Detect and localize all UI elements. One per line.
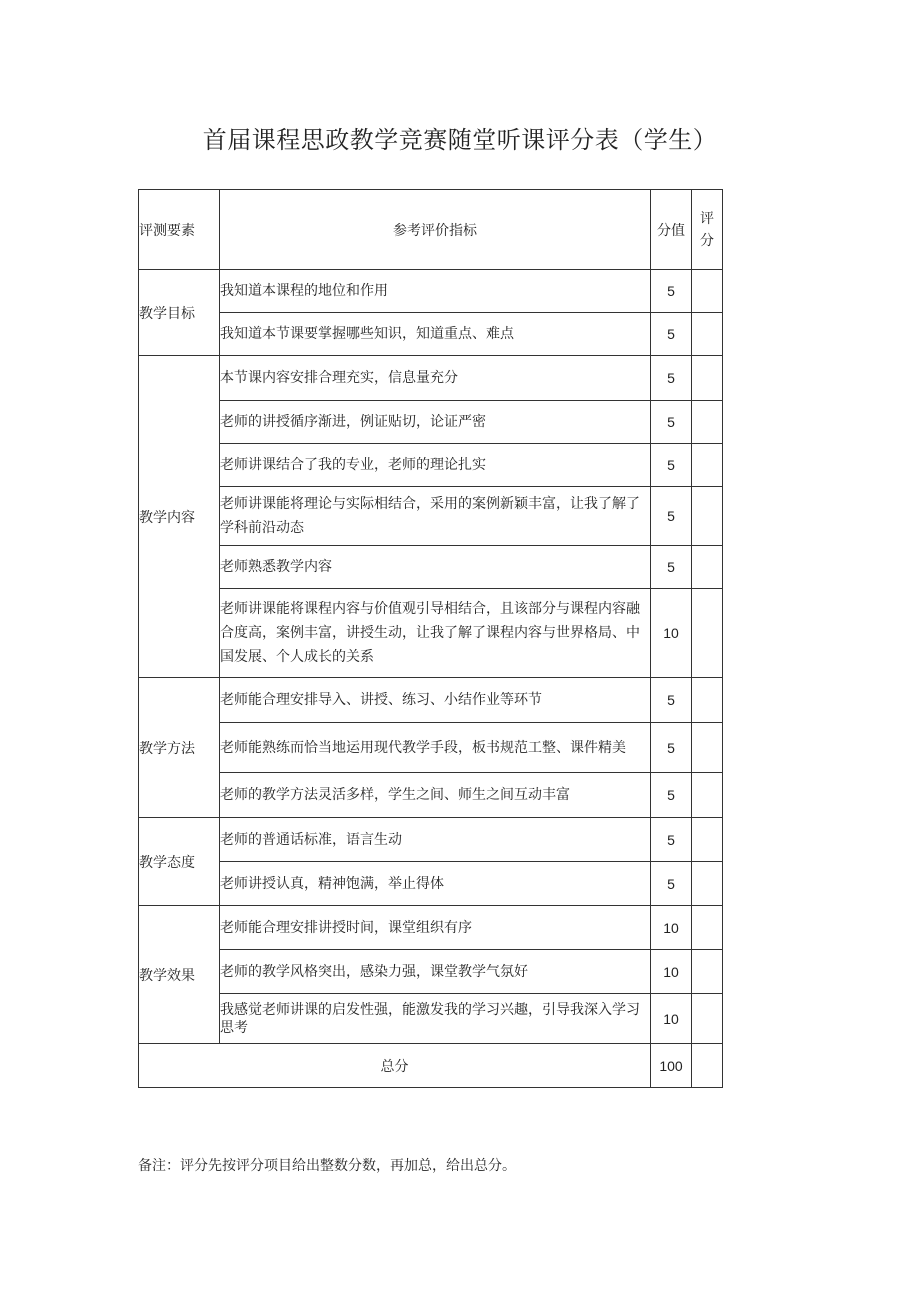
value-cell: 5 [651, 487, 692, 546]
score-input-cell[interactable] [692, 589, 723, 678]
value-cell: 5 [651, 444, 692, 487]
value-cell: 5 [651, 356, 692, 401]
total-label: 总分 [139, 1044, 651, 1088]
evaluation-table [138, 189, 723, 1088]
score-input-cell[interactable] [692, 678, 723, 723]
table-row [139, 401, 723, 444]
score-input-cell[interactable] [692, 773, 723, 818]
page-title: 首届课程思政教学竞赛随堂听课评分表（学生） [202, 126, 718, 154]
value-cell: 10 [651, 950, 692, 994]
score-input-cell[interactable] [692, 950, 723, 994]
table-row [139, 546, 723, 589]
header-indicator: 参考评价指标 [220, 190, 651, 270]
category-cell: 教学效果 [139, 906, 220, 1044]
table-row [139, 862, 723, 906]
score-input-cell[interactable] [692, 487, 723, 546]
table-row [139, 270, 723, 313]
value-cell: 10 [651, 906, 692, 950]
header-row [139, 190, 723, 270]
indicator-cell: 老师讲授认真，精神饱满，举止得体 [220, 862, 651, 906]
table-row [139, 723, 723, 773]
indicator-cell: 我感觉老师讲课的启发性强，能激发我的学习兴趣，引导我深入学习思考 [220, 994, 651, 1044]
footnote: 备注：评分先按评分项目给出整数分数，再加总，给出总分。 [138, 1158, 516, 1174]
header-score-line1: 评 [700, 210, 714, 227]
score-input-cell[interactable] [692, 270, 723, 313]
total-score-input-cell[interactable] [692, 1044, 723, 1088]
category-cell: 教学目标 [139, 270, 220, 356]
table-row [139, 487, 723, 546]
score-input-cell[interactable] [692, 356, 723, 401]
score-input-cell[interactable] [692, 818, 723, 862]
table-row [139, 994, 723, 1044]
indicator-cell: 老师讲课能将理论与实际相结合，采用的案例新颖丰富，让我了解了学科前沿动态 [220, 487, 651, 546]
score-input-cell[interactable] [692, 906, 723, 950]
indicator-cell: 老师能合理安排讲授时间，课堂组织有序 [220, 906, 651, 950]
table-row [139, 356, 723, 401]
indicator-cell: 老师讲课结合了我的专业，老师的理论扎实 [220, 444, 651, 487]
table-row [139, 950, 723, 994]
header-score [692, 190, 723, 270]
indicator-cell: 老师讲课能将课程内容与价值观引导相结合，且该部分与课程内容融合度高，案例丰富，讲授生动，让我了解了课程内容与世界格局、中国发展、个人成长的关系 [220, 589, 651, 678]
table-row [139, 444, 723, 487]
indicator-cell: 老师的讲授循序渐进，例证贴切，论证严密 [220, 401, 651, 444]
value-cell: 5 [651, 313, 692, 356]
value-cell: 5 [651, 678, 692, 723]
total-row [139, 1044, 723, 1088]
value-cell: 5 [651, 862, 692, 906]
score-input-cell[interactable] [692, 862, 723, 906]
indicator-cell: 老师能合理安排导入、讲授、练习、小结作业等环节 [220, 678, 651, 723]
score-input-cell[interactable] [692, 546, 723, 589]
table-row [139, 906, 723, 950]
indicator-cell: 老师的教学方法灵活多样，学生之间、师生之间互动丰富 [220, 773, 651, 818]
table-row [139, 589, 723, 678]
indicator-cell: 老师熟悉教学内容 [220, 546, 651, 589]
table-row [139, 818, 723, 862]
indicator-cell: 我知道本节课要掌握哪些知识，知道重点、难点 [220, 313, 651, 356]
indicator-cell: 老师的教学风格突出，感染力强，课堂教学气氛好 [220, 950, 651, 994]
value-cell: 10 [651, 994, 692, 1044]
header-element: 评测要素 [139, 190, 220, 270]
indicator-cell: 我知道本课程的地位和作用 [220, 270, 651, 313]
category-cell: 教学内容 [139, 356, 220, 678]
value-cell: 5 [651, 773, 692, 818]
value-cell: 5 [651, 818, 692, 862]
table-row [139, 313, 723, 356]
indicator-cell: 老师的普通话标准，语言生动 [220, 818, 651, 862]
indicator-cell: 老师能熟练而恰当地运用现代教学手段，板书规范工整、课件精美 [220, 723, 651, 773]
header-score-line2: 分 [700, 232, 714, 249]
category-cell: 教学态度 [139, 818, 220, 906]
score-input-cell[interactable] [692, 313, 723, 356]
value-cell: 5 [651, 401, 692, 444]
value-cell: 5 [651, 723, 692, 773]
category-cell: 教学方法 [139, 678, 220, 818]
value-cell: 10 [651, 589, 692, 678]
score-input-cell[interactable] [692, 723, 723, 773]
value-cell: 5 [651, 546, 692, 589]
score-input-cell[interactable] [692, 994, 723, 1044]
indicator-cell: 本节课内容安排合理充实，信息量充分 [220, 356, 651, 401]
table-row [139, 678, 723, 723]
table-row [139, 773, 723, 818]
score-input-cell[interactable] [692, 444, 723, 487]
header-value: 分值 [651, 190, 692, 270]
total-value: 100 [651, 1044, 692, 1088]
value-cell: 5 [651, 270, 692, 313]
score-input-cell[interactable] [692, 401, 723, 444]
